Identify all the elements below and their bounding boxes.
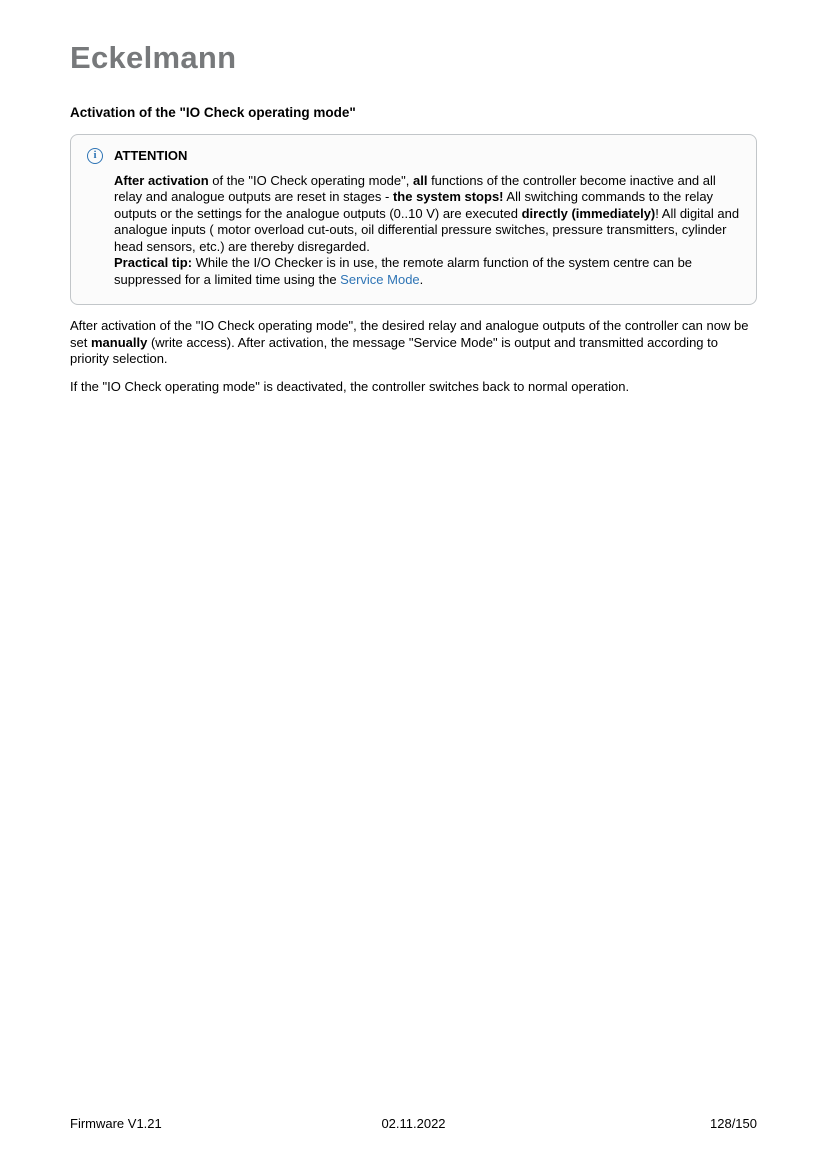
- attention-body: [114, 173, 740, 289]
- body-paragraph-2: If the "IO Check operating mode" is deactivated, the controller switches back to normal operation.: [70, 378, 630, 394]
- page-footer: [70, 1116, 757, 1131]
- eckelmann-logo: Eckelmann: [70, 40, 237, 75]
- attention-title: ATTENTION: [114, 148, 188, 164]
- footer-page-number: 128/150: [710, 1116, 757, 1131]
- info-icon: [87, 148, 103, 164]
- info-icon-glyph: i: [93, 149, 97, 162]
- footer-firmware-version: Firmware V1.21: [70, 1116, 162, 1131]
- attention-header: [87, 148, 740, 164]
- attention-practical-tip: Practical tip: While the I/O Checker is in use, the remote alarm function of the system centre can be suppressed for a limited time using the Service Mode.: [114, 255, 693, 287]
- footer-date: 02.11.2022: [381, 1116, 446, 1131]
- section-heading: Activation of the "IO Check operating mode": [70, 104, 356, 120]
- body-paragraph-1: After activation of the "IO Check operating mode", the desired relay and analogue outputs of the controller can now be set manually (write access). After activation, the message "Service Mode" is output and transmitted according to priority selection.: [70, 318, 749, 367]
- service-mode-link[interactable]: Service Mode: [340, 271, 420, 287]
- attention-paragraph: After activation of the "IO Check operating mode", all functions of the controller become inactive and all relay and analogue outputs are reset in stages - the system stops! All switching commands to the relay outputs or the settings for the analogue outputs (0..10 V) are executed directly (immediately)! All digital and analogue inputs ( motor overload cut-outs, oil differential pressure switches, pressure transmitters, cylinder head sensors, etc.) are thereby disregarded.: [114, 172, 740, 254]
- attention-box: [70, 134, 757, 306]
